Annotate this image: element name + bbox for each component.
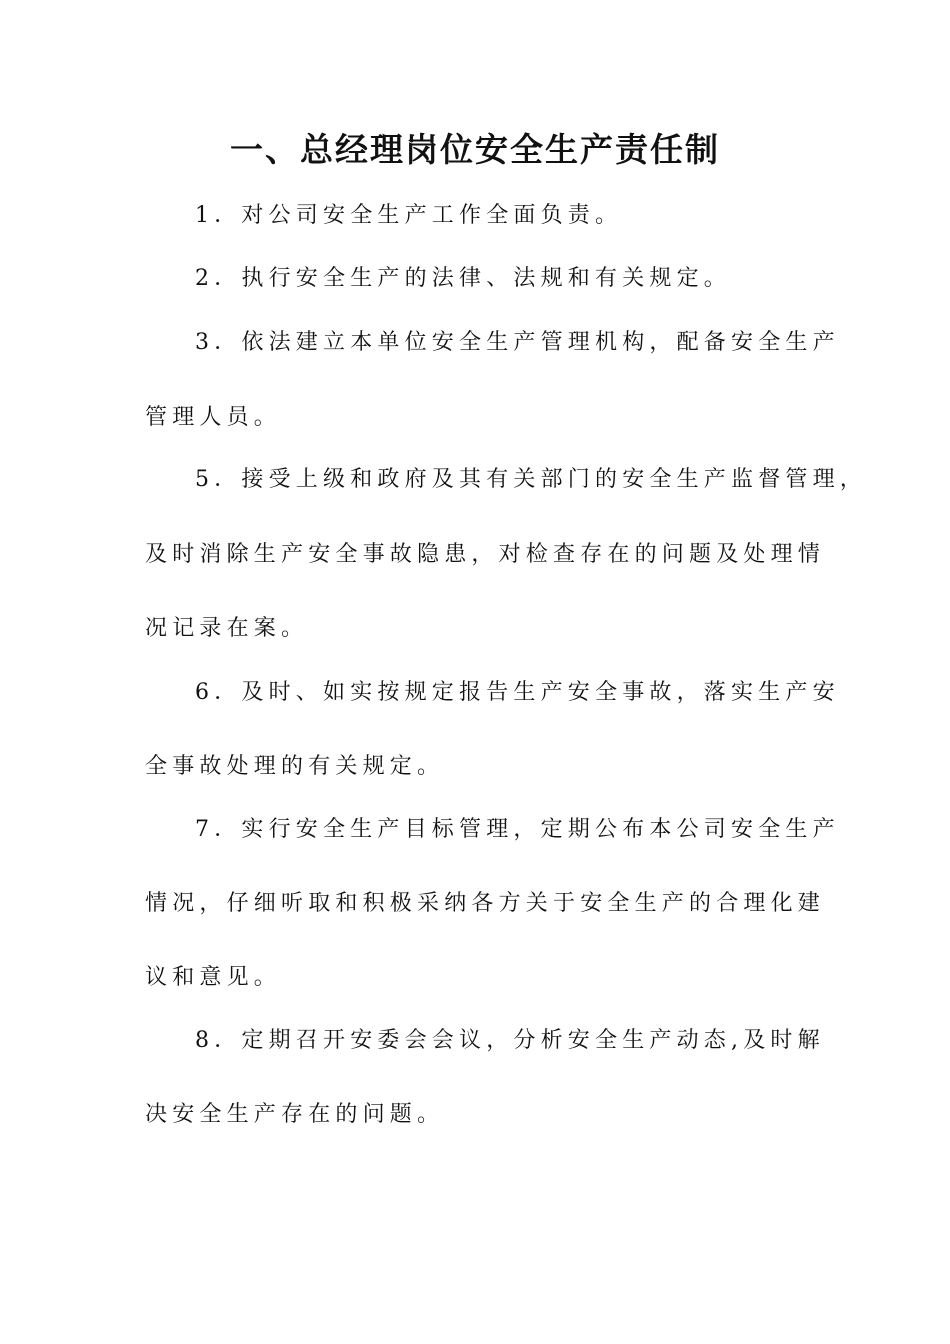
item-5-line-2: 及时消除生产安全事故隐患，对检查存在的问题及处理情 bbox=[145, 542, 826, 567]
item-2-line-1: 2．执行安全生产的法律、法规和有关规定。 bbox=[195, 266, 731, 291]
item-7-line-3: 议和意见。 bbox=[145, 965, 282, 990]
page-title: 一、总经理岗位安全生产责任制 bbox=[230, 130, 720, 169]
item-5-line-3: 况记录在案。 bbox=[145, 616, 309, 641]
item-3-line-1: 3．依法建立本单位安全生产管理机构，配备安全生产 bbox=[195, 330, 840, 355]
item-5-line-1: 5．接受上级和政府及其有关部门的安全生产监督管理， bbox=[195, 467, 867, 492]
item-8-line-1: 8．定期召开安委会会议，分析安全生产动态,及时解 bbox=[195, 1028, 825, 1053]
item-6-line-1: 6．及时、如实按规定报告生产安全事故，落实生产安 bbox=[195, 680, 840, 705]
item-8-line-2: 决安全生产存在的问题。 bbox=[145, 1102, 445, 1127]
item-1-line-1: 1．对公司安全生产工作全面负责。 bbox=[195, 203, 623, 228]
item-6-line-2: 全事故处理的有关规定。 bbox=[145, 754, 445, 779]
item-3-line-2: 管理人员。 bbox=[145, 405, 282, 430]
item-7-line-2: 情况，仔细听取和积极采纳各方关于安全生产的合理化建 bbox=[145, 891, 826, 916]
item-7-line-1: 7．实行安全生产目标管理，定期公布本公司安全生产 bbox=[195, 817, 840, 842]
